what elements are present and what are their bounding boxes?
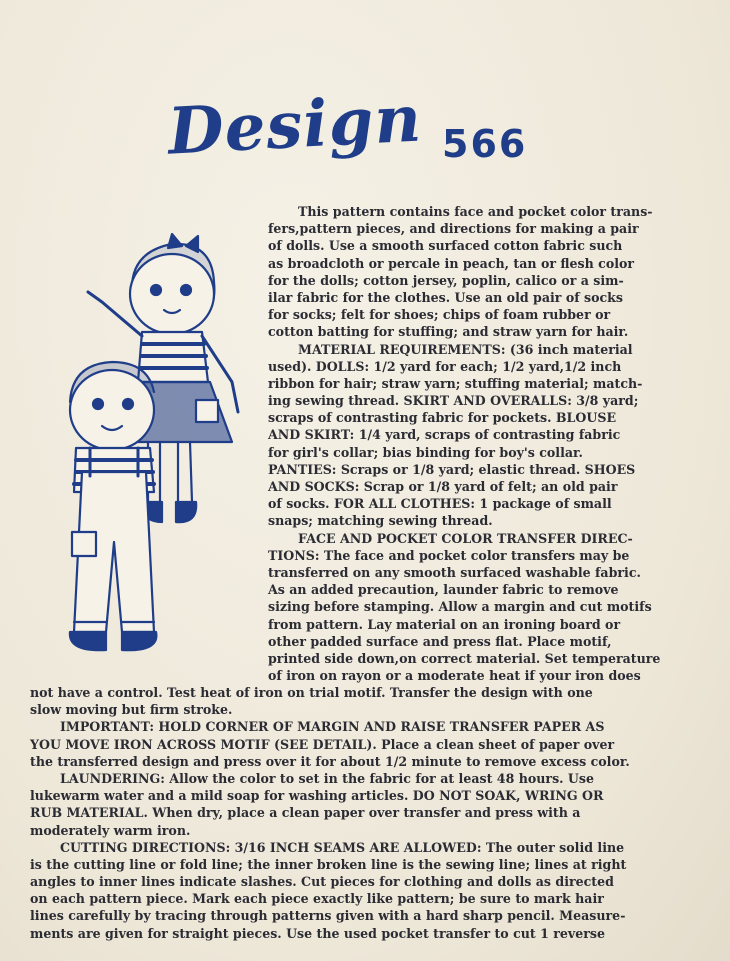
full-width-line: YOU MOVE IRON ACROSS MOTIF (SEE DETAIL). Place a clean sheet of paper over (30, 736, 615, 752)
body-line: This pattern contains face and pocket color trans- (298, 204, 653, 219)
body-line: ing sewing thread. SKIRT AND OVERALLS: 3/8 yard; (268, 393, 639, 409)
full-width-line: ments are given for straight pieces. Use the used pocket transfer to cut 1 reverse (30, 925, 605, 941)
body-line: TIONS: The face and pocket color transfers may be (268, 547, 630, 563)
body-line: PANTIES: Scraps or 1/8 yard; elastic thread. SHOES (268, 461, 636, 477)
full-width-line: moderately warm iron. (30, 822, 191, 838)
body-line: As an added precaution, launder fabric to remove (268, 582, 619, 598)
body-line: of socks. FOR ALL CLOTHES: 1 package of small (268, 496, 612, 512)
body-line: cotton batting for stuffing; and straw yarn for hair. (268, 324, 629, 340)
full-width-line: the transferred design and press over it for about 1/2 minute to remove excess color. (30, 753, 630, 769)
full-width-line: lines carefully by tracing through patterns given with a hard sharp pencil. Measure- (30, 908, 626, 924)
body-line: for socks; felt for shoes; chips of foam rubber or (268, 307, 611, 323)
full-width-line: lukewarm water and a mild soap for washing articles. DO NOT SOAK, WRING OR (30, 788, 604, 804)
full-width-line: is the cutting line or fold line; the inner broken line is the sewing line; lines at right (30, 856, 627, 872)
full-width-line: angles to inner lines indicate slashes. Cut pieces for clothing and dolls as directed (30, 874, 614, 890)
girl-face (130, 254, 214, 334)
full-width-line: CUTTING DIRECTIONS: 3/16 INCH SEAMS ARE ALLOWED: The outer solid line (60, 839, 625, 855)
body-line: for girl's collar; bias binding for boy's collar. (268, 444, 583, 460)
instructions-full-width (30, 684, 630, 942)
design-number: 566 (442, 122, 528, 166)
boy-face (70, 370, 154, 450)
body-line: of iron on rayon or a moderate heat if your iron does (268, 668, 641, 684)
full-width-line: LAUNDERING: Allow the color to set in the fabric for at least 48 hours. Use (60, 770, 595, 786)
body-line: FACE AND POCKET COLOR TRANSFER DIREC- (298, 530, 633, 546)
body-line: transferred on any smooth surfaced washable fabric. (268, 564, 641, 580)
body-line: fers,pattern pieces, and directions for making a pair (268, 221, 639, 237)
body-line: printed side down,on correct material. Set temperature (268, 650, 661, 666)
body-line: used). DOLLS: 1/2 yard for each; 1/2 yard,1/2 inch (268, 358, 622, 374)
body-line: as broadcloth or percale in peach, tan or flesh color (268, 255, 635, 271)
body-line: AND SKIRT: 1/4 yard, scraps of contrasting fabric (268, 427, 621, 443)
body-line: ilar fabric for the clothes. Use an old pair of socks (268, 289, 623, 305)
design-title: Design (166, 81, 424, 170)
body-line: for the dolls; cotton jersey, poplin, calico or a sim- (268, 272, 624, 288)
dolls-illustration (62, 232, 272, 662)
body-line: from pattern. Lay material on an ironing board or (268, 616, 621, 632)
full-width-line: not have a control. Test heat of iron on trial motif. Transfer the design with one (30, 685, 593, 700)
instructions-column (268, 203, 660, 684)
body-line: sizing before stamping. Allow a margin and cut motifs (268, 599, 652, 615)
full-width-line: IMPORTANT: HOLD CORNER OF MARGIN AND RAISE TRANSFER PAPER AS (60, 719, 605, 735)
full-width-line: RUB MATERIAL. When dry, place a clean paper over transfer and press with a (30, 805, 581, 821)
body-line: AND SOCKS: Scrap or 1/8 yard of felt; an old pair (268, 479, 618, 494)
girl-shoes (142, 502, 196, 522)
body-line: MATERIAL REQUIREMENTS: (36 inch material (298, 341, 633, 357)
boy-shoes (70, 632, 156, 650)
body-line: other padded surface and press flat. Place motif, (268, 633, 612, 649)
boy-pocket (72, 532, 96, 556)
full-width-line: slow moving but firm stroke. (30, 702, 233, 718)
body-line: scraps of contrasting fabric for pockets. BLOUSE (268, 410, 617, 426)
girl-pocket (196, 400, 218, 422)
full-width-line: on each pattern piece. Mark each piece exactly like pattern; be sure to mark hair (30, 891, 604, 907)
body-line: of dolls. Use a smooth surfaced cotton fabric such (268, 238, 623, 254)
body-line: ribbon for hair; straw yarn; stuffing material; match- (268, 375, 643, 391)
body-line: snaps; matching sewing thread. (268, 513, 493, 529)
